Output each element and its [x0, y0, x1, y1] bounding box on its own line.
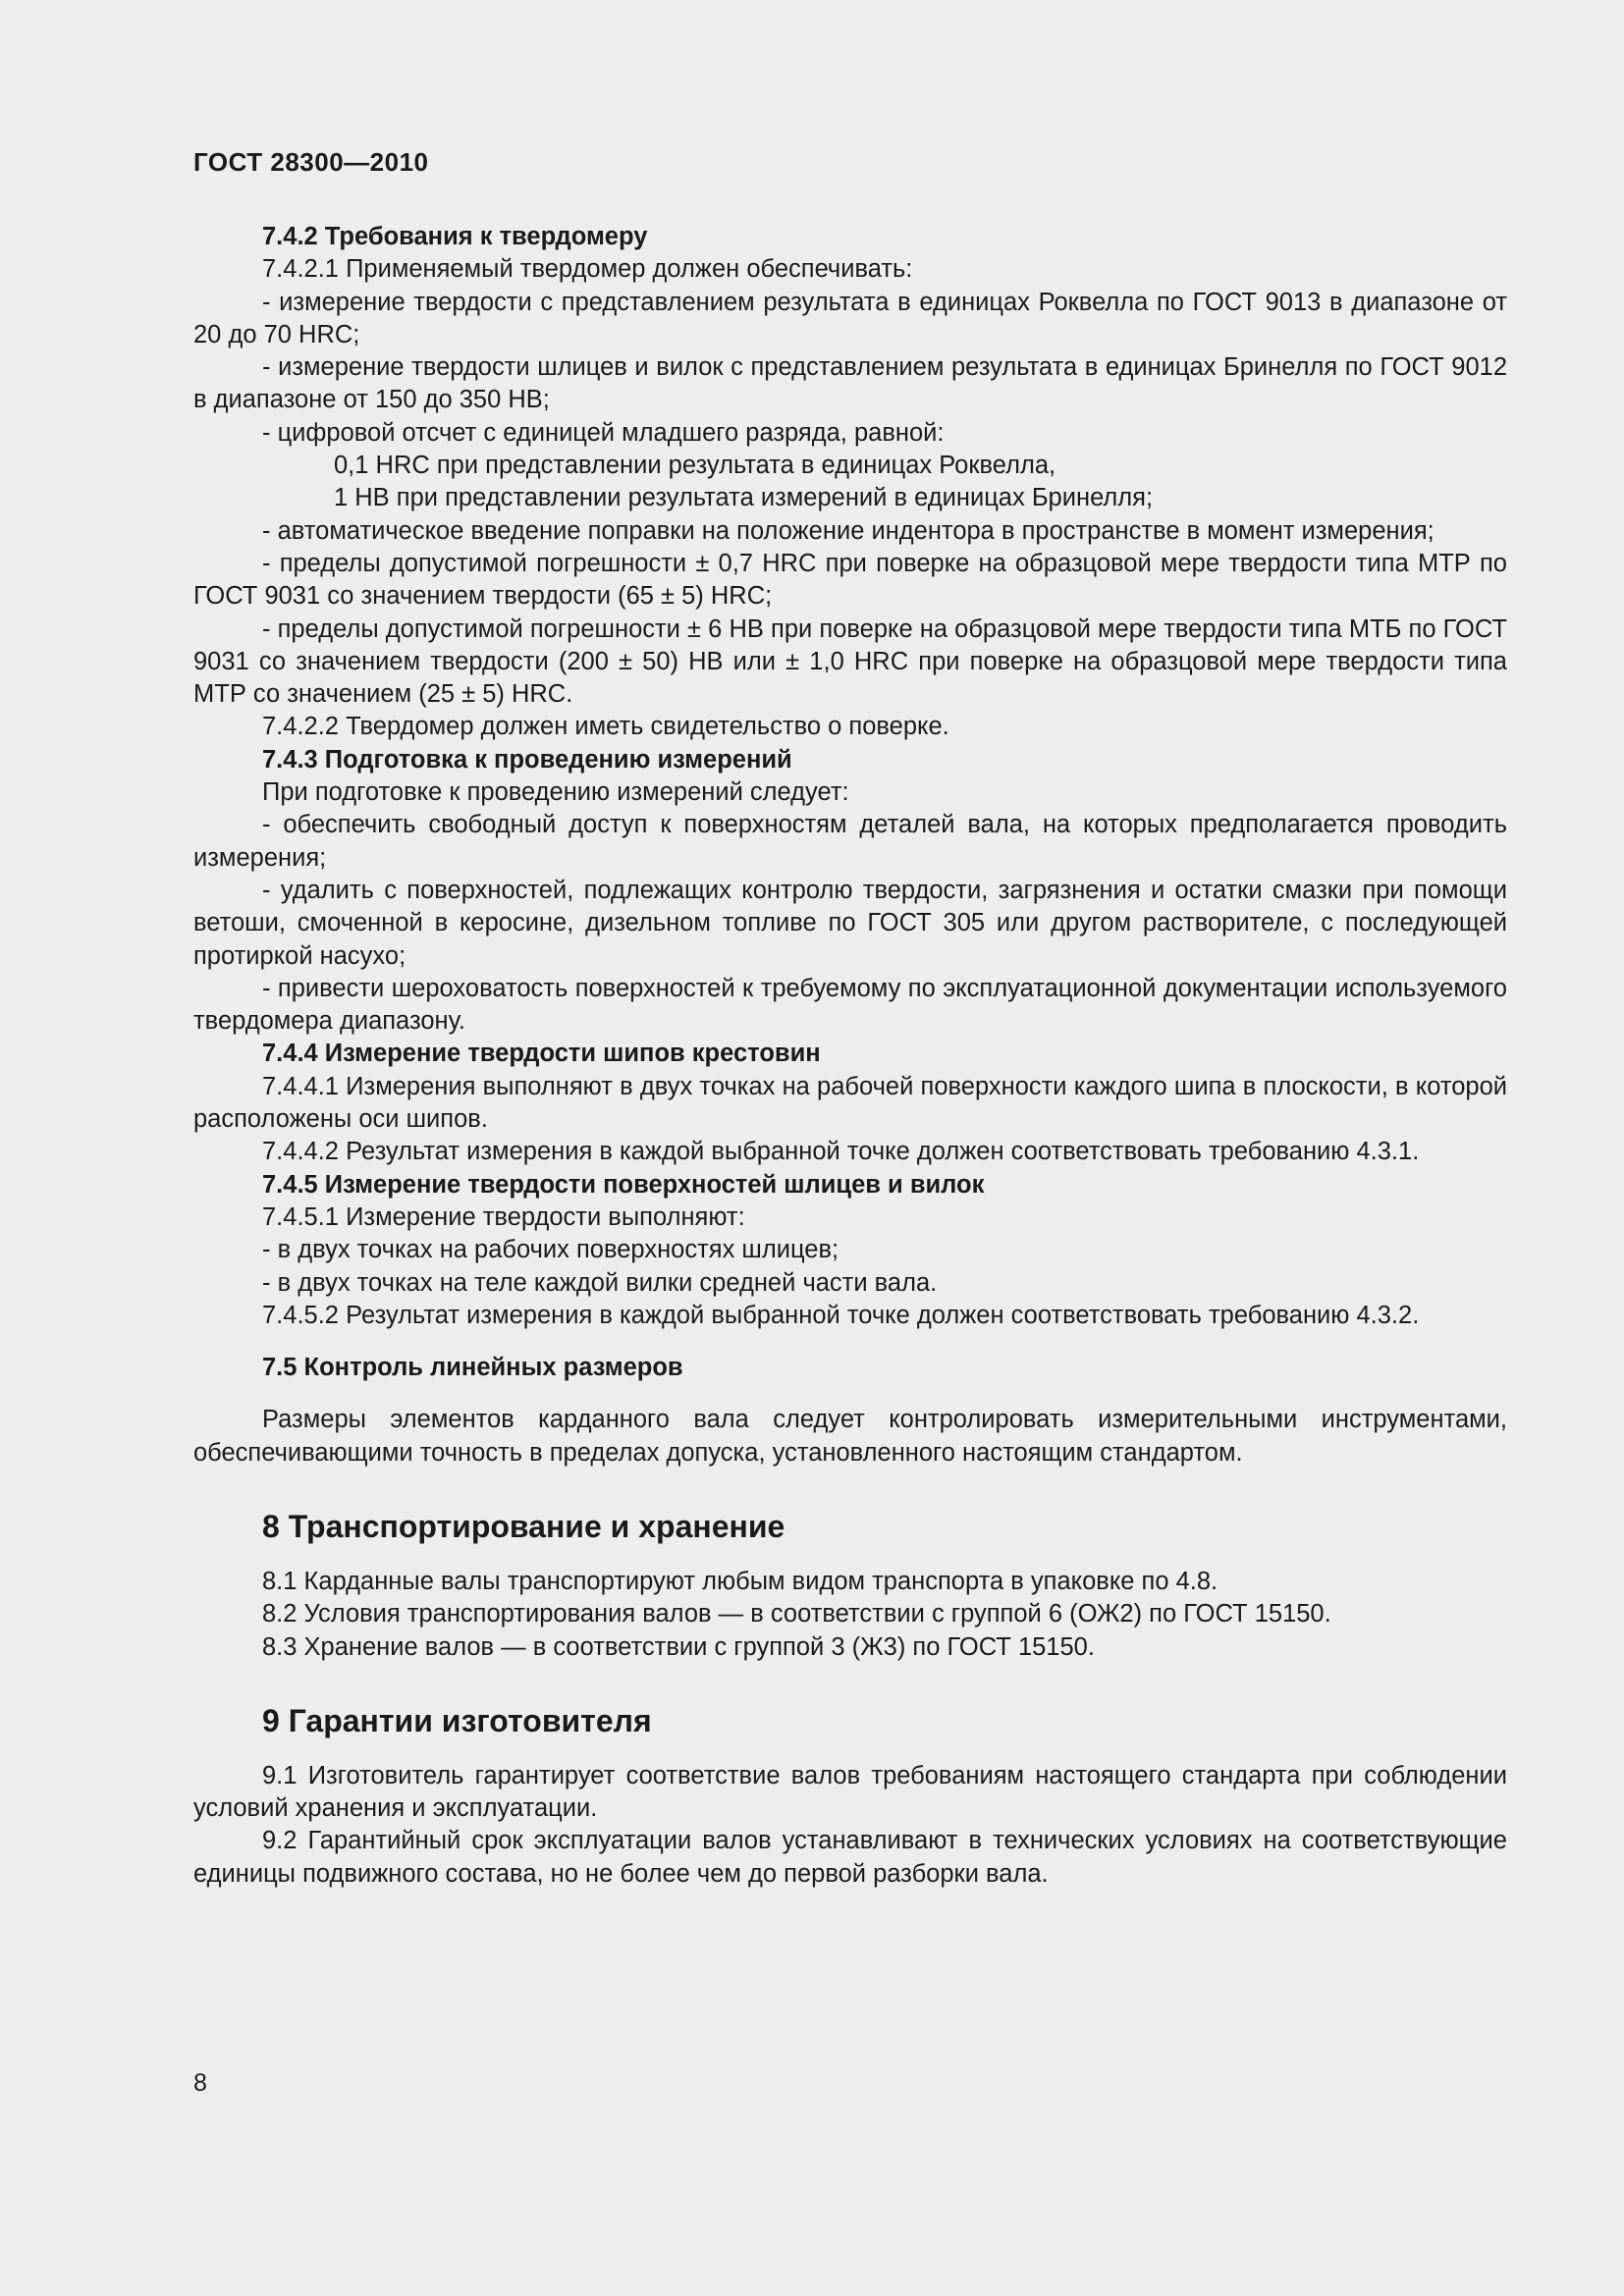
paragraph: 7.4.5.1 Измерение твердости выполняют: [262, 1202, 745, 1231]
paragraph: 8.3 Хранение валов — в соответствии с группой 3 (Ж3) по ГОСТ 15150. [262, 1632, 1095, 1661]
paragraph: При подготовке к проведению измерений следует: [262, 778, 849, 807]
paragraph: 9.2 Гарантийный срок эксплуатации валов устанавливают в технических условиях на соответствующие единицы подвижного состава, но не более чем до первой разборки вала. [193, 1827, 1507, 1888]
paragraph: - автоматическое введение поправки на положение индентора в пространстве в момент измерения; [262, 516, 1435, 545]
paragraph: - пределы допустимой погрешности ± 0,7 HRC при поверке на образцовой мере твердости типа МТР по ГОСТ 9031 со значением твердости (65 ± 5) HRC; [193, 549, 1507, 611]
document-body [193, 221, 1507, 1891]
paragraph: 7.4.4.2 Результат измерения в каждой выбранной точке должен соответствовать требованию 4.3.1. [262, 1138, 1420, 1166]
page-number: 8 [193, 2069, 207, 2097]
paragraph: 7.4.2.2 Твердомер должен иметь свидетельство о поверке. [262, 713, 949, 741]
section-7-4-4-title: 7.4.4 Измерение твердости шипов крестовин [262, 1040, 821, 1068]
paragraph: - измерение твердости шлицев и вилок с представлением результата в единицах Бринелля по ГОСТ 9012 в диапазоне от 150 до 350 НВ; [193, 353, 1507, 414]
paragraph: 8.2 Условия транспортирования валов — в соответствии с группой 6 (ОЖ2) по ГОСТ 15150. [262, 1600, 1331, 1629]
paragraph: - в двух точках на рабочих поверхностях шлицев; [262, 1236, 839, 1264]
paragraph: 7.4.4.1 Измерения выполняют в двух точках на рабочей поверхности каждого шипа в плоскости, в которой расположены оси шипов. [193, 1072, 1507, 1134]
section-9-heading: 9 Гарантии изготовителя [262, 1702, 652, 1738]
paragraph: 8.1 Карданные валы транспортируют любым видом транспорта в упаковке по 4.8. [262, 1567, 1218, 1595]
paragraph: 7.4.5.2 Результат измерения в каждой выбранной точке должен соответствовать требованию 4.3.2. [262, 1301, 1420, 1329]
paragraph: - цифровой отсчет с единицей младшего разряда, равной: [262, 418, 945, 447]
paragraph: - привести шероховатость поверхностей к требуемому по эксплуатационной документации используемого твердомера диапазону. [193, 974, 1507, 1036]
paragraph: 0,1 HRC при представлении результата в единицах Роквелла, [334, 452, 1056, 480]
paragraph: Размеры элементов карданного вала следует контролировать измерительными инструментами, обеспечивающими точность в пределах допуска, установленного настоящим стандартом. [193, 1406, 1507, 1467]
paragraph: - обеспечить свободный доступ к поверхностям деталей вала, на которых предполагается проводить измерения; [193, 811, 1507, 872]
section-7-4-5-title: 7.4.5 Измерение твердости поверхностей шлицев и вилок [262, 1170, 985, 1199]
paragraph: 9.1 Изготовитель гарантирует соответствие валов требованиям настоящего стандарта при соблюдении условий хранения и эксплуатации. [193, 1761, 1507, 1823]
section-8-heading: 8 Транспортирование и хранение [262, 1508, 785, 1544]
document-header: ГОСТ 28300—2010 [193, 147, 429, 177]
paragraph: 7.4.2.1 Применяемый твердомер должен обеспечивать: [262, 255, 913, 284]
paragraph: - измерение твердости с представлением результата в единицах Роквелла по ГОСТ 9013 в диапазоне от 20 до 70 HRC; [193, 288, 1507, 348]
paragraph: - в двух точках на теле каждой вилки средней части вала. [262, 1268, 938, 1297]
section-7-4-2-title: 7.4.2 Требования к твердомеру [262, 223, 648, 250]
section-7-5-title: 7.5 Контроль линейных размеров [262, 1354, 683, 1382]
paragraph: - удалить с поверхностей, подлежащих контролю твердости, загрязнения и остатки смазки при помощи ветоши, смоченной в керосине, дизельном топливе по ГОСТ 305 или другом растворителе, с последующей протиркой насухо; [193, 876, 1507, 970]
paragraph: 1 НВ при представлении результата измерений в единицах Бринелля; [334, 484, 1154, 512]
paragraph: - пределы допустимой погрешности ± 6 НВ при поверке на образцовой мере твердости типа МТБ по ГОСТ 9031 со значением твердости (200 ± 50) НВ или ± 1,0 HRC при поверке на образцовой мере твердости типа МТР со значением (25 ± 5) HRC. [193, 614, 1507, 709]
section-7-4-3-title: 7.4.3 Подготовка к проведению измерений [262, 745, 792, 774]
